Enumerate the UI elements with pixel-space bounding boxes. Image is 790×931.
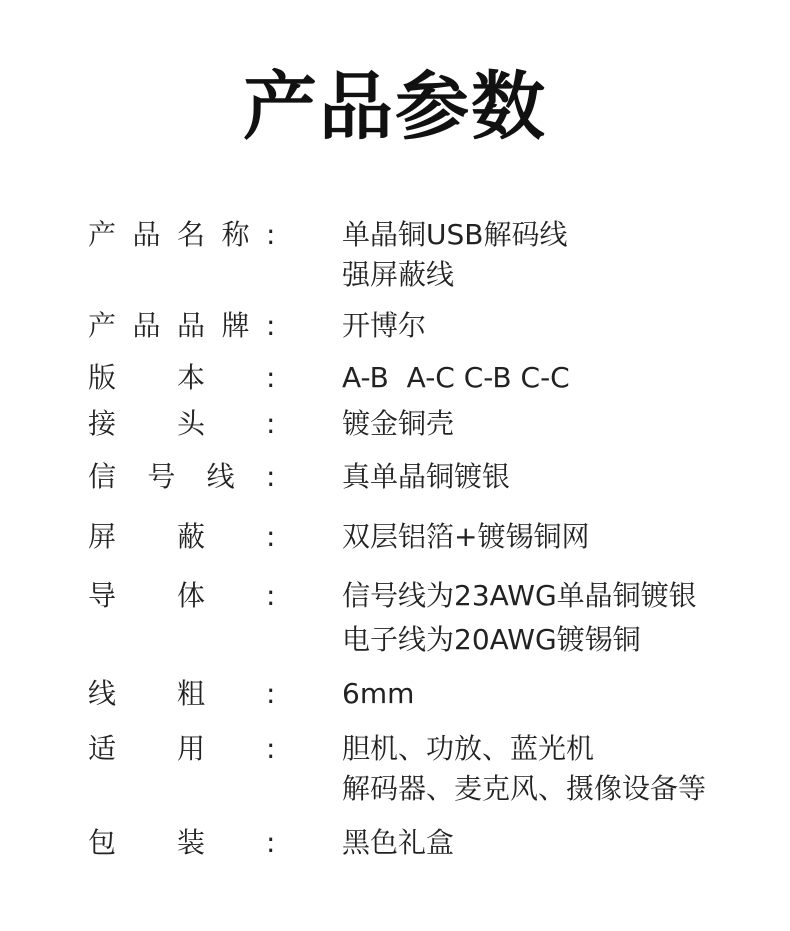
spec-label: 信 号 线 : <box>88 460 276 493</box>
spec-row-brand <box>0 306 790 346</box>
spec-value: A-B A-C C-B C-C <box>342 361 570 394</box>
spec-label: 产 品 名 称 : <box>88 218 276 251</box>
spec-row-version <box>0 358 790 398</box>
spec-value: 镀金铜壳 <box>342 407 455 440</box>
spec-label: 适 用 : <box>88 732 276 765</box>
spec-label: 版 本 : <box>88 361 276 394</box>
spec-row-product-name <box>0 215 790 291</box>
spec-value: 开博尔 <box>342 309 427 342</box>
spec-row-thickness <box>0 674 790 714</box>
page-title: 产品参数 <box>243 64 547 150</box>
spec-value: 双层铝箔+镀锡铜网 <box>342 520 590 553</box>
spec-row-conductor <box>0 576 790 656</box>
spec-label: 产 品 品 牌 : <box>88 309 276 342</box>
spec-row-packaging <box>0 823 790 863</box>
spec-label: 接 头 : <box>88 407 276 440</box>
spec-value: 真单晶铜镀银 <box>342 460 511 493</box>
spec-row-signal-wire <box>0 457 790 497</box>
spec-value: 单晶铜USB解码线 强屏蔽线 <box>342 218 568 291</box>
spec-label: 屏 蔽 : <box>88 520 276 553</box>
spec-value: 信号线为23AWG单晶铜镀银 电子线为20AWG镀锡铜 <box>342 579 697 656</box>
spec-value: 黑色礼盒 <box>342 826 455 859</box>
spec-row-applicable <box>0 729 790 805</box>
spec-value: 胆机、功放、蓝光机 解码器、麦克风、摄像设备等 <box>342 732 707 805</box>
spec-label: 导 体 : <box>88 579 276 612</box>
spec-row-connector <box>0 404 790 444</box>
spec-label: 包 装 : <box>88 826 276 859</box>
spec-value: 6mm <box>342 677 415 710</box>
spec-row-shielding <box>0 517 790 557</box>
spec-label: 线 粗 : <box>88 677 276 710</box>
